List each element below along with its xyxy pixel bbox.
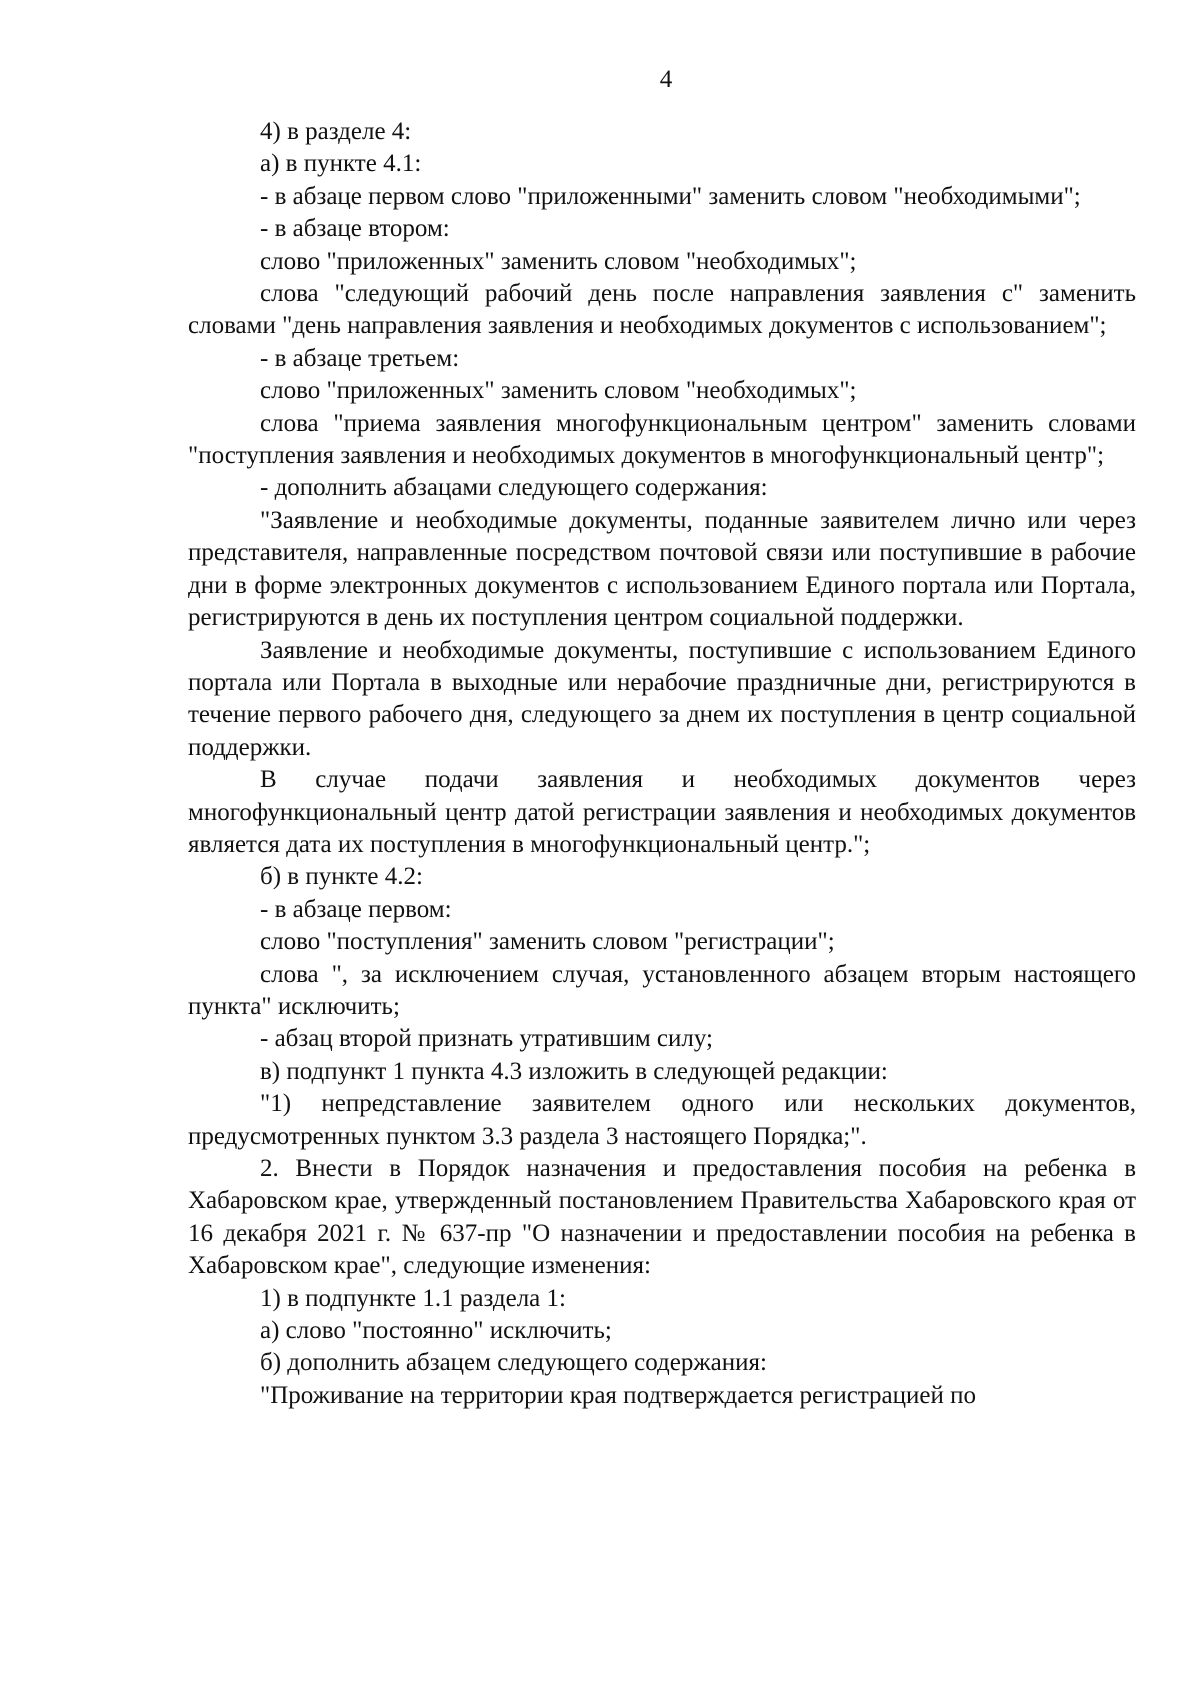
paragraph: в) подпункт 1 пункта 4.3 изложить в следующей редакции: [260, 1057, 888, 1085]
paragraph: - в абзаце втором: [260, 215, 450, 243]
paragraph: слова "приема заявления многофункциональным центром" заменить словами "поступления заявления и необходимых документов в многофункциональный центр"; [188, 409, 1136, 470]
paragraph: слово "приложенных" заменить словом "необходимых"; [260, 247, 857, 275]
paragraph: слова ", за исключением случая, установленного абзацем вторым настоящего пункта" исключить; [188, 960, 1136, 1020]
paragraph: 4) в разделе 4: [260, 118, 412, 145]
paragraph: - абзац второй признать утратившим силу; [260, 1025, 713, 1053]
paragraph: слово "приложенных" заменить словом "необходимых"; [260, 377, 857, 405]
paragraph: а) слово "постоянно" исключить; [260, 1317, 612, 1345]
paragraph: "1) непредставление заявителем одного или нескольких документов, предусмотренных пунктом 3.3 раздела 3 настоящего Порядка;". [188, 1090, 1136, 1150]
paragraph: б) в пункте 4.2: [260, 863, 423, 891]
page-number: 4 [659, 66, 673, 93]
paragraph: слово "поступления" заменить словом "регистрации"; [260, 928, 835, 956]
paragraph: - дополнить абзацами следующего содержания: [260, 474, 768, 502]
paragraph: "Проживание на территории края подтверждается регистрацией по [260, 1381, 977, 1409]
paragraph: б) дополнить абзацем следующего содержания: [260, 1349, 767, 1377]
paragraph: "Заявление и необходимые документы, поданные заявителем лично или через представителя, направленные посредством почтовой связи или поступившие в рабочие дни в форме электронных документов с использованием Единого портала или Портала, регистрируются в день их поступления центром социальной поддержки. [188, 506, 1136, 632]
paragraph: а) в пункте 4.1: [260, 150, 422, 178]
paragraph: - в абзаце третьем: [260, 344, 460, 372]
paragraph: - в абзаце первом слово "приложенными" заменить словом "необходимыми"; [260, 182, 1081, 210]
document-body [188, 116, 1136, 1412]
paragraph: 1) в подпункте 1.1 раздела 1: [260, 1284, 566, 1312]
paragraph: Заявление и необходимые документы, поступившие с использованием Единого портала или Портала в выходные или нерабочие праздничные дни, регистрируются в течение первого рабочего дня, следующего за днем их поступления в центр социальной поддержки. [188, 636, 1136, 761]
paragraph: В случае подачи заявления и необходимых документов через многофункциональный центр датой регистрации заявления и необходимых документов является дата их поступления в многофункциональный центр."; [188, 766, 1136, 858]
paragraph: 2. Внести в Порядок назначения и предоставления пособия на ребенка в Хабаровском крае, утвержденный постановлением Правительства Хабаровского края от 16 декабря 2021 г. № 637-пр "О назначении и предоставлении пособия на ребенка в Хабаровском крае", следующие изменения: [188, 1155, 1136, 1280]
paragraph: - в абзаце первом: [260, 895, 452, 923]
paragraph: слова "следующий рабочий день после направления заявления с" заменить словами "день направления заявления и необходимых документов с использованием"; [188, 280, 1136, 340]
